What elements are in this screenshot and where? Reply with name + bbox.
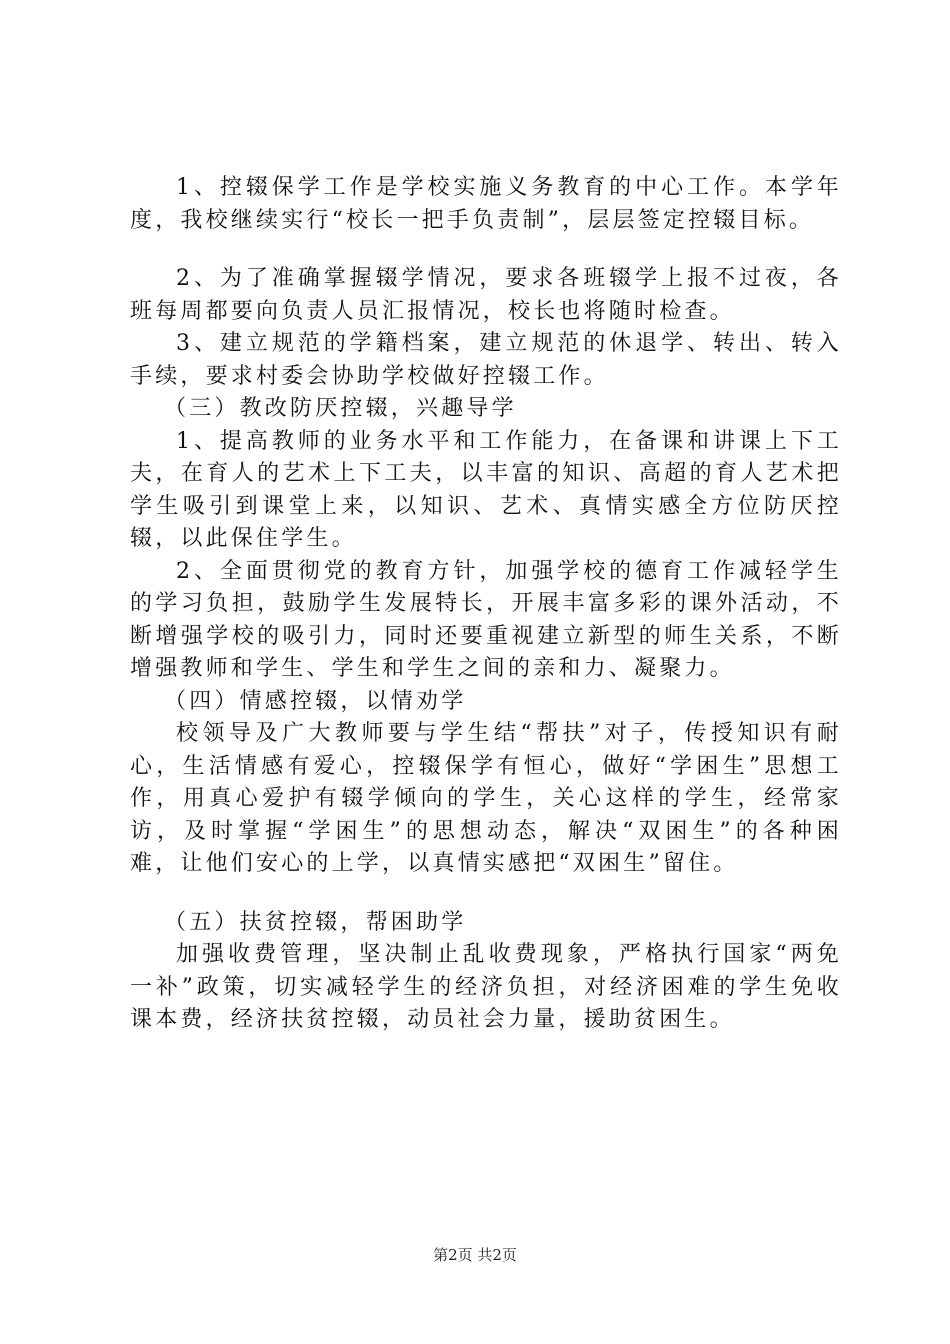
section-heading-3: （三）教改防厌控辍，兴趣导学 [164,396,517,421]
section-heading-4: （四）情感控辍，以情劝学 [164,688,467,714]
section-heading-5: （五）扶贫控辍，帮困助学 [164,909,467,935]
paragraph-7: 加强收费管理，坚决制止乱收费现象，严格执行国家“两免一补”政策，切实减轻学生的经济负担，对经济困难的学生免收课本费，经济扶贫控辍，动员社会力量，援助贫困生。 [130,942,842,1032]
paragraph-2: 2、为了准确掌握辍学情况，要求各班辍学上报不过夜，各班每周都要向负责人员汇报情况，校长也将随时检查。 [130,266,842,324]
paragraph-1: 1、控辍保学工作是学校实施义务教育的中心工作。本学年度，我校继续实行“校长一把手负责制”，层层签定控辍目标。 [130,175,842,233]
paragraph-3: 3、建立规范的学籍档案，建立规范的休退学、转出、转入手续，要求村委会协助学校做好控辍工作。 [130,331,842,389]
paragraph-6: 校领导及广大教师要与学生结“帮扶”对子，传授知识有耐心，生活情感有爱心，控辍保学有恒心，做好“学困生”思想工作，用真心爱护有辍学倾向的学生，关心这样的学生，经常家访，及时掌握“学困生”的思想动态，解决“双困生”的各种困难，让他们安心的上学，以真情实感把“双困生”留住。 [130,721,842,876]
paragraph-4: 1、提高教师的业务水平和工作能力，在备课和讲课上下工夫，在育人的艺术上下工夫，以丰富的知识、高超的育人艺术把学生吸引到课堂上来，以知识、艺术、真情实感全方位防厌控辍，以此保住学生。 [130,428,842,551]
page-number-footer: 第2页 共2页 [433,1246,517,1264]
document-body [130,172,842,1037]
paragraph-5: 2、全面贯彻党的教育方针，加强学校的德育工作减轻学生的学习负担，鼓励学生发展特长，开展丰富多彩的课外活动，不断增强学校的吸引力，同时还要重视建立新型的师生关系，不断增强教师和学生、学生和学生之间的亲和力、凝聚力。 [130,558,842,681]
